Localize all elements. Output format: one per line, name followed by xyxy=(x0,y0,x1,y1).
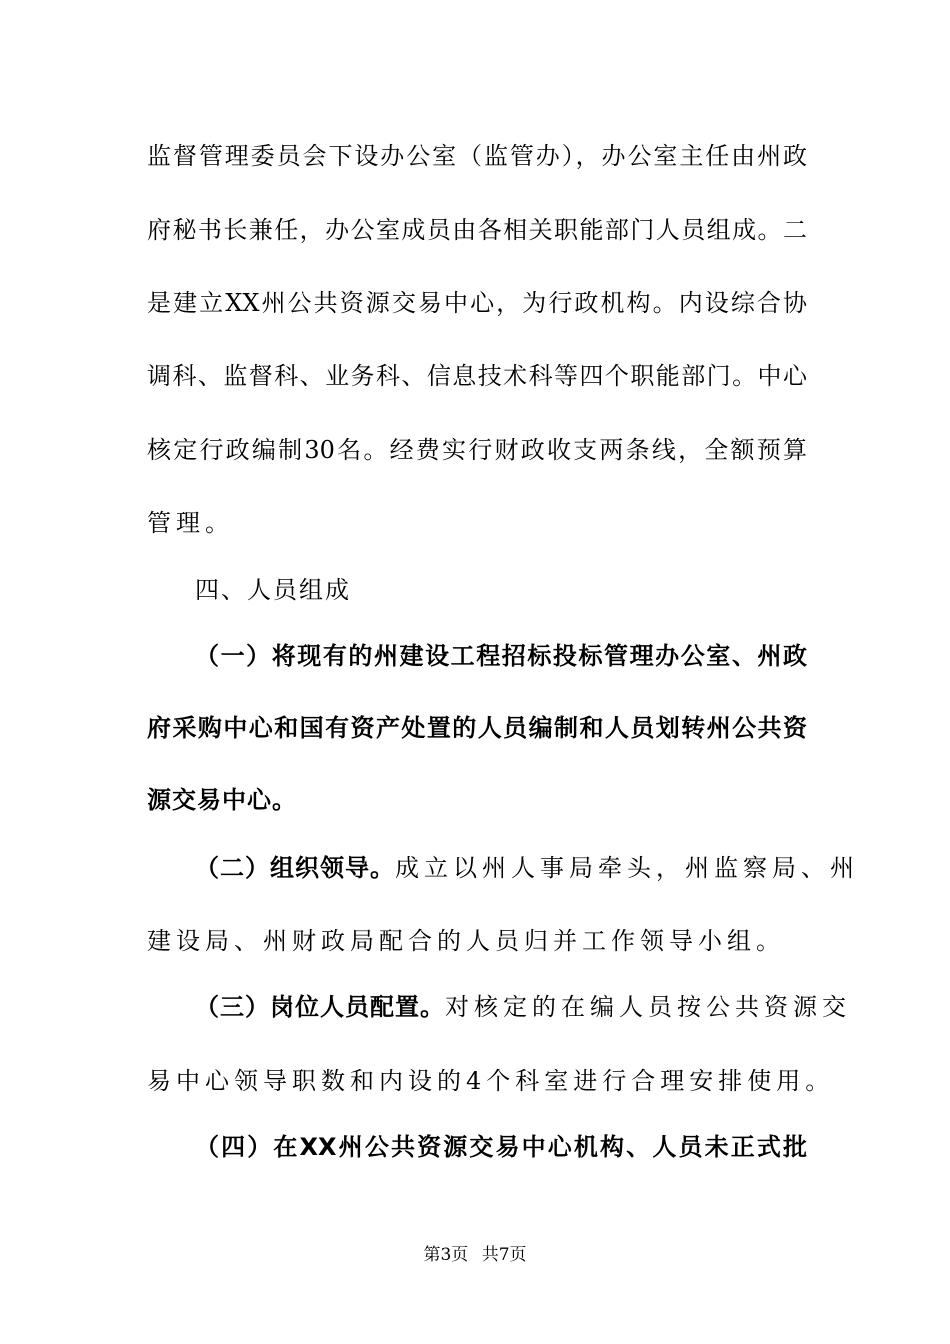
item-3-title: （三）岗位人员配置。 xyxy=(195,993,445,1021)
paragraph-line-6: 管理。 xyxy=(147,509,234,537)
item-2-line-2: 建设局、州财政局配合的人员归并工作领导小组。 xyxy=(147,927,785,955)
item-2-line-1 xyxy=(195,848,859,888)
item-3-line-2: 易中心领导职数和内设的4个科室进行合理安排使用。 xyxy=(147,1067,835,1095)
paragraph-line-1: 监督管理委员会下设办公室（监管办），办公室主任由州政 xyxy=(147,142,807,170)
item-3-line-1 xyxy=(195,987,851,1027)
paragraph-line-2: 府秘书长兼任，办公室成员由各相关职能部门人员组成。二 xyxy=(147,216,807,244)
item-2-text: 成立以州人事局牵头，州监察局、州 xyxy=(395,854,859,882)
page-footer xyxy=(0,1240,950,1265)
item-1-line-3: 源交易中心。 xyxy=(147,786,297,814)
section-heading: 四、人员组成 xyxy=(195,576,351,604)
paragraph-line-5: 核定行政编制30名。经费实行财政收支两条线，全额预算 xyxy=(147,436,807,464)
item-1-line-1: （一）将现有的州建设工程招标投标管理办公室、州政 xyxy=(195,642,807,670)
item-1-line-2: 府采购中心和国有资产处置的人员编制和人员划转州公共资 xyxy=(147,714,807,742)
item-3-text: 对核定的在编人员按公共资源交 xyxy=(445,993,851,1021)
item-2-title: （二）组织领导。 xyxy=(195,854,395,882)
page-total: 共7页 xyxy=(481,1245,527,1265)
paragraph-line-4: 调科、监督科、业务科、信息技术科等四个职能部门。中心 xyxy=(147,362,807,390)
page-number: 第3页 xyxy=(423,1245,469,1265)
item-4-line-1: （四）在XX州公共资源交易中心机构、人员未正式批 xyxy=(195,1133,807,1161)
paragraph-line-3: 是建立XX州公共资源交易中心，为行政机构。内设综合协 xyxy=(147,289,807,317)
